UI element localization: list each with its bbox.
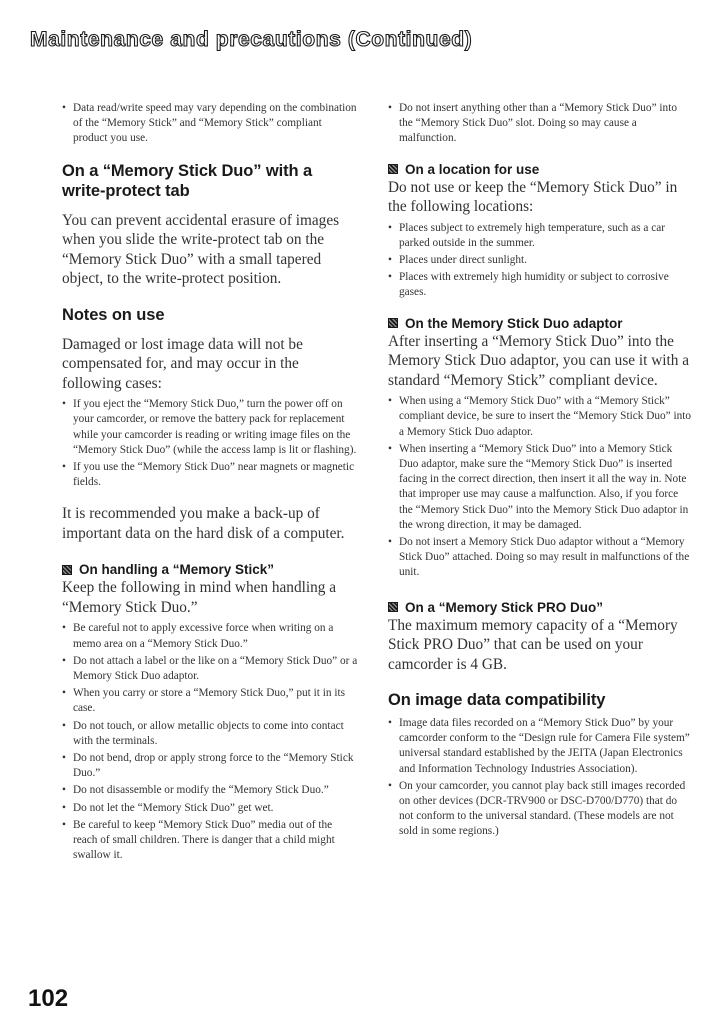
write-protect-heading: On a “Memory Stick Duo” with a write-protect tab [62,161,313,200]
square-bullet-icon [388,318,398,328]
list-item: • Image data files recorded on a “Memory Stick Duo” by your camcorder conform to the “Design rule for Camera File system” universal standard established by the JEITA (Japan Electronics and Information Technology Industries Association). [388,716,692,777]
list-item: • Do not bend, drop or apply strong force to the “Memory Stick Duo.” [62,751,358,781]
list-item: • Do not touch, or allow metallic objects to come into contact with the terminals. [62,719,358,749]
compatibility-bullet-list [388,716,692,840]
list-item: • Do not insert a Memory Stick Duo adaptor without a “Memory Stick Duo” attached. Doing so may result in malfunctions of the unit. [388,535,692,581]
location-bullet-list [388,221,692,301]
handling-bullet-list [62,621,358,863]
list-item: • Do not insert anything other than a “Memory Stick Duo” into the “Memory Stick Duo” slot. Doing so may cause a malfunction. [388,101,692,147]
square-bullet-icon [388,602,398,612]
write-protect-text: You can prevent accidental erasure of images when you slide the write-protect tab on the “Memory Stick Duo” with a small tapered object, to the write-protect position. [62,211,340,288]
location-text: Do not use or keep the “Memory Stick Duo” in the following locations: [388,178,678,216]
pro-duo-text: The maximum memory capacity of a “Memory Stick PRO Duo” that can be used on your camcorder is 4 GB. [388,616,678,673]
slot-bullet-list [388,101,692,147]
handling-heading-label: On handling a “Memory Stick” [79,562,275,578]
pro-duo-heading [388,599,692,616]
pro-duo-heading-label: On a “Memory Stick PRO Duo” [405,599,604,615]
adaptor-heading-label: On the Memory Stick Duo adaptor [405,315,623,331]
adaptor-heading [388,315,692,332]
list-item: • Data read/write speed may vary depending on the combination of the “Memory Stick” and “Memory Stick” compliant product you use. [62,101,358,147]
list-item: • Do not attach a label or the like on a “Memory Stick Duo” or a Memory Stick Duo adaptor. [62,654,358,684]
handling-text: Keep the following in mind when handling a “Memory Stick Duo.” [62,579,337,616]
page-title: Maintenance and precautions (Continued) [30,28,473,51]
adaptor-bullet-list [388,394,692,580]
right-column [388,101,692,842]
square-bullet-icon [388,164,398,174]
notes-on-use-heading: Notes on use [62,305,165,324]
list-item: • Do not let the “Memory Stick Duo” get wet. [62,801,358,816]
list-item: • If you use the “Memory Stick Duo” near magnets or magnetic fields. [62,460,358,490]
backup-recommendation-text: It is recommended you make a back-up of important data on the hard disk of a computer. [62,505,345,542]
left-column [62,101,358,865]
location-heading-label: On a location for use [405,161,540,177]
list-item: • Places with extremely high humidity or subject to corrosive gases. [388,270,692,300]
list-item: • On your camcorder, you cannot play back still images recorded on other devices (DCR-TRV900 or DSC-D700/D770) that do not conform to the universal standard. (These models are not sold in some regions.) [388,779,692,840]
handling-heading [62,561,358,578]
list-item: • If you eject the “Memory Stick Duo,” turn the power off on your camcorder, or remove the battery pack for replacement while your camcorder is reading or writing image files on the “Memory Stick Duo” (while the access lamp is lit or flashing). [62,397,358,458]
page-number: 102 [28,985,69,1012]
notes-bullet-list [62,397,358,490]
list-item: • Do not disassemble or modify the “Memory Stick Duo.” [62,783,358,798]
list-item: • Places subject to extremely high temperature, such as a car parked outside in the summer. [388,221,692,251]
compatibility-heading: On image data compatibility [388,691,606,710]
list-item: • Places under direct sunlight. [388,253,692,268]
square-bullet-icon [62,565,72,575]
list-item: • Be careful to keep “Memory Stick Duo” media out of the reach of small children. There is danger that a child might swallow it. [62,818,358,864]
intro-bullet-list [62,101,358,147]
adaptor-text: After inserting a “Memory Stick Duo” into the Memory Stick Duo adaptor, you can use it with a standard “Memory Stick” compliant device. [388,332,690,389]
list-item: • When using a “Memory Stick Duo” with a “Memory Stick” compliant device, be sure to insert the “Memory Stick Duo” into a Memory Stick Duo adaptor. [388,394,692,440]
list-item: • When inserting a “Memory Stick Duo” into a Memory Stick Duo adaptor, make sure the “Memory Stick Duo” is inserted facing in the correct direction, then insert it all the way in. Note that improper use may cause a malfunction. Also, if you force the “Memory Stick Duo” into the Memory Stick Duo adaptor in the wrong direction, it may be damaged. [388,442,692,533]
list-item: • When you carry or store a “Memory Stick Duo,” put it in its case. [62,686,358,716]
notes-on-use-text: Damaged or lost image data will not be compensated for, and may occur in the following cases: [62,335,303,392]
list-item: • Be careful not to apply excessive force when writing on a memo area on a “Memory Stick Duo.” [62,621,358,651]
location-heading [388,161,692,178]
